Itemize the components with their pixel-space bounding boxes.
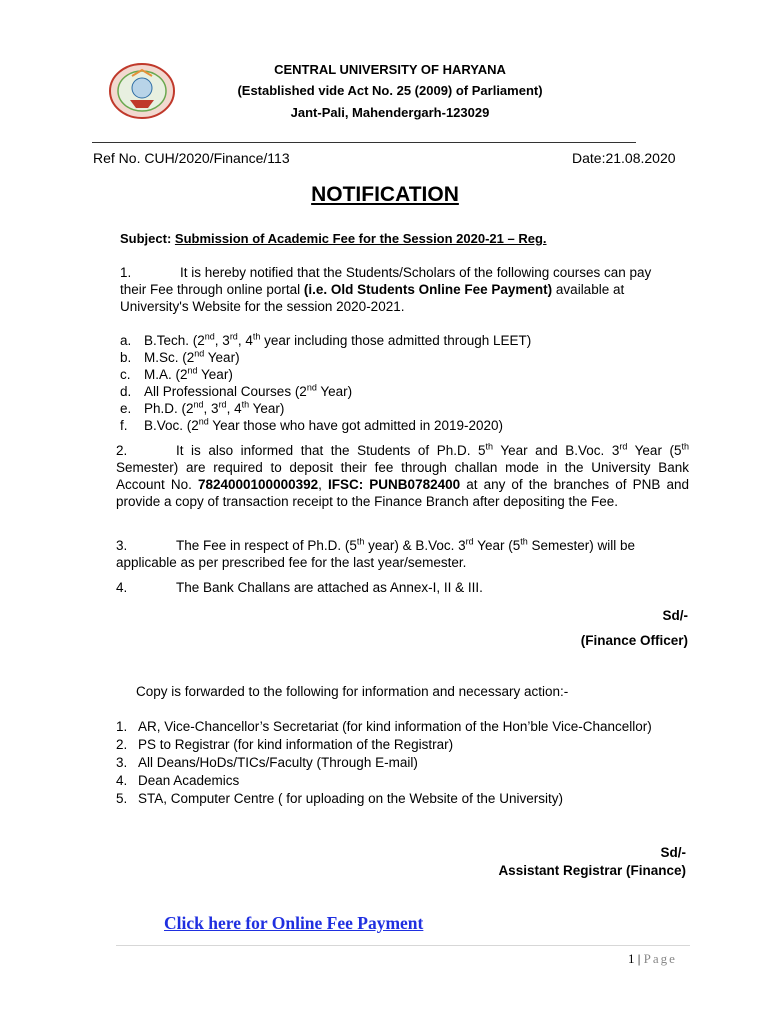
course-list xyxy=(120,332,531,434)
signature-sd-1: Sd/- xyxy=(662,608,688,623)
paragraph-3: 3. The Fee in respect of Ph.D. (5th year) & B.Voc. 3rd Year (5th Semester) will be applicable as per prescribed fee for the last year/semester. xyxy=(116,536,636,570)
signature-sd-2: Sd/- xyxy=(660,845,686,860)
copy-recipient-item: 4. Dean Academics xyxy=(116,773,240,788)
reference-number: Ref No. CUH/2020/Finance/113 xyxy=(93,150,290,166)
copy-forward-intro: Copy is forwarded to the following for information and necessary action:- xyxy=(136,684,569,699)
bank-account-number: 7824000100000392 xyxy=(197,477,319,492)
signatory-finance-officer: (Finance Officer) xyxy=(580,633,688,648)
copy-list xyxy=(116,718,689,808)
university-logo xyxy=(108,62,176,120)
course-item: e. Ph.D. (2nd, 3rd, 4th Year) xyxy=(120,399,285,416)
page-number: 1 | Page xyxy=(628,951,677,966)
address-line: Jant-Pali, Mahendergarh-123029 xyxy=(290,105,490,120)
paragraph-2: 2. It is also informed that the Students of Ph.D. 5th Year and B.Voc. 3rd Year (5th Semester) are required to deposit their fee through challan mode in the University Bank Account No. 7824000100000392, IFSC: PUNB0782400 at any of the branches of PNB and provide a copy of transaction receipt to the Finance Branch after depositing the Fee. xyxy=(116,441,690,509)
university-name: CENTRAL UNIVERSITY OF HARYANA xyxy=(274,62,506,77)
copy-recipient-item: 3. All Deans/HoDs/TICs/Faculty (Through E-mail) xyxy=(116,755,418,770)
header-divider xyxy=(92,142,636,143)
course-item: c. M.A. (2nd Year) xyxy=(120,365,233,382)
copy-recipient-item: 1. AR, Vice-Chancellor’s Secretariat (for kind information of the Hon’ble Vice-Chancellor) xyxy=(116,719,652,734)
course-item: a. B.Tech. (2nd, 3rd, 4th year including those admitted through LEET) xyxy=(120,331,532,348)
copy-recipient-item: 2. PS to Registrar (for kind information of the Registrar) xyxy=(116,737,454,752)
footer-divider xyxy=(116,945,690,946)
ifsc-code: IFSC: PUNB0782400 xyxy=(327,477,461,492)
portal-name: (i.e. Old Students Online Fee Payment) xyxy=(303,282,553,297)
subject-text: Submission of Academic Fee for the Session 2020-21 – Reg. xyxy=(174,231,547,246)
subject-line: Subject: Submission of Academic Fee for the Session 2020-21 – Reg. xyxy=(120,231,547,246)
establishment-line: (Established vide Act No. 25 (2009) of Parliament) xyxy=(237,83,543,98)
course-item: d. All Professional Courses (2nd Year) xyxy=(120,382,353,399)
signatory-assistant-registrar: Assistant Registrar (Finance) xyxy=(498,863,686,878)
online-fee-payment-link[interactable]: Click here for Online Fee Payment xyxy=(164,913,424,933)
course-item: f. B.Voc. (2nd Year those who have got admitted in 2019-2020) xyxy=(120,416,504,433)
copy-recipient-item: 5. STA, Computer Centre ( for uploading on the Website of the University) xyxy=(116,791,563,806)
paragraph-1: 1. It is hereby notified that the Students/Scholars of the following courses can pay their Fee through online portal (i.e. Old Students Online Fee Payment) available at University's Website for the session 2020-2021. xyxy=(120,265,652,314)
paragraph-4: 4. The Bank Challans are attached as Annex-I, II & III. xyxy=(116,580,483,595)
course-item: b. M.Sc. (2nd Year) xyxy=(120,348,240,365)
page-title: NOTIFICATION xyxy=(311,183,459,206)
notification-date: Date:21.08.2020 xyxy=(572,150,676,166)
